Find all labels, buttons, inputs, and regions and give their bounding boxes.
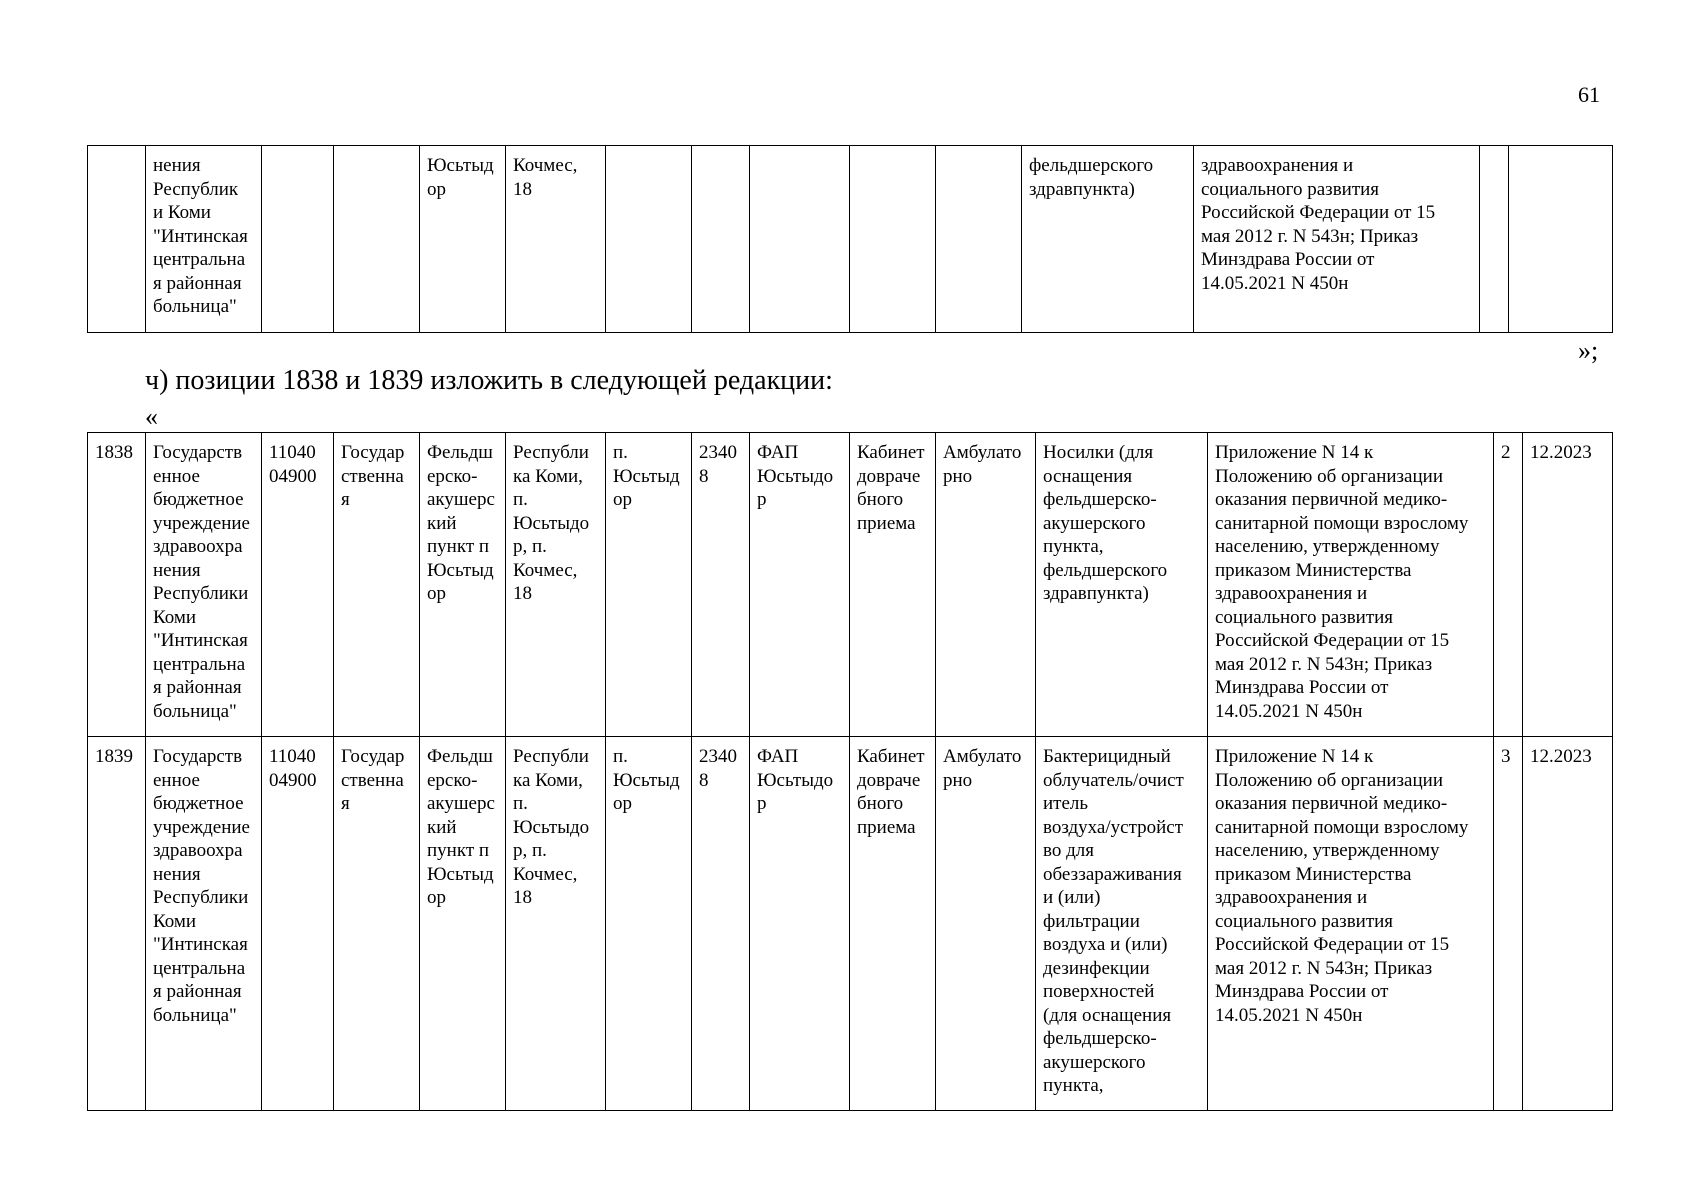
opening-quote: « [145,402,158,431]
ownership-cell: Государ ственна я [334,433,420,737]
continued-table [87,145,1613,333]
facility-cell: Фельдш ерско- акушерс кий пункт п Юсьтыд ор [420,433,506,737]
ownership-cell: Государ ственна я [334,737,420,1111]
fap-cell: ФАП Юсьтыдо р [750,433,850,737]
table-cell [606,146,692,333]
table-cell [1480,146,1509,333]
page-number: 61 [1578,82,1600,107]
settlement-cell: п. Юсьтыд ор [606,737,692,1111]
basis-cell: Приложение N 14 к Положению об организации оказания первичной медико- санитарной помощи взрослому населению, утвержденному приказом Министерства здравоохранения и социального развития Российской Федерации от 15 мая 2012 г. N 543н; Приказ Минздрава России от 14.05.2021 N 450н [1208,737,1494,1111]
table-cell [936,146,1022,333]
equipment-cell: Носилки (для оснащения фельдшерско- акушерского пункта, фельдшерского здравпункта) [1036,433,1208,737]
table-cell: Юсьтыд ор [420,146,506,333]
table-row [88,146,1613,333]
fap-cell: ФАП Юсьтыдо р [750,737,850,1111]
table-cell [692,146,750,333]
care-type-cell: Амбулато рно [936,737,1036,1111]
basis-cell: Приложение N 14 к Положению об организации оказания первичной медико- санитарной помощи взрослому населению, утвержденному приказом Министерства здравоохранения и социального развития Российской Федерации от 15 мая 2012 г. N 543н; Приказ Минздрава России от 14.05.2021 N 450н [1208,433,1494,737]
table-cell [262,146,334,333]
code-cell: 11040 04900 [262,737,334,1111]
facility-cell: Фельдш ерско- акушерс кий пункт п Юсьтыд ор [420,737,506,1111]
table-cell [1509,146,1613,333]
date-cell: 12.2023 [1523,737,1613,1111]
care-type-cell: Амбулато рно [936,433,1036,737]
quantity-cell: 3 [1494,737,1523,1111]
code-cell: 11040 04900 [262,433,334,737]
table-cell [88,146,146,333]
number-cell: 2340 8 [692,433,750,737]
position-number-cell: 1839 [88,737,146,1111]
date-cell: 12.2023 [1523,433,1613,737]
table-row [88,433,1613,737]
organization-cell: Государств енное бюджетное учреждение здравоохра нения Республики Коми "Интинская центральна я районная больница" [146,433,262,737]
table-cell: здравоохранения и социального развития Российской Федерации от 15 мая 2012 г. N 543н; Приказ Минздрава России от 14.05.2021 N 450н [1194,146,1480,333]
quantity-cell: 2 [1494,433,1523,737]
organization-cell: Государств енное бюджетное учреждение здравоохра нения Республики Коми "Интинская центральна я районная больница" [146,737,262,1111]
table-cell: нения Республик и Коми "Интинская центральна я районная больница" [146,146,262,333]
address-cell: Республи ка Коми, п. Юсьтыдо р, п. Кочмес, 18 [506,737,606,1111]
table-cell [750,146,850,333]
table-row [88,737,1613,1111]
table-cell: Кочмес, 18 [506,146,606,333]
closing-quote: »; [1578,336,1599,365]
table-cell [334,146,420,333]
equipment-cell: Бактерицидный облучатель/очист итель воздуха/устройст во для обеззараживания и (или) фильтрации воздуха и (или) дезинфекции поверхностей (для оснащения фельдшерско- акушерского пункта, [1036,737,1208,1111]
table-cell [850,146,936,333]
positions-table [87,432,1613,1111]
position-number-cell: 1838 [88,433,146,737]
cabinet-cell: Кабинет довраче бного приема [850,737,936,1111]
number-cell: 2340 8 [692,737,750,1111]
cabinet-cell: Кабинет довраче бного приема [850,433,936,737]
address-cell: Республи ка Коми, п. Юсьтыдо р, п. Кочмес, 18 [506,433,606,737]
settlement-cell: п. Юсьтыд ор [606,433,692,737]
instruction-text: ч) позиции 1838 и 1839 изложить в следующей редакции: [145,365,833,396]
table-cell: фельдшерского здравпункта) [1022,146,1194,333]
